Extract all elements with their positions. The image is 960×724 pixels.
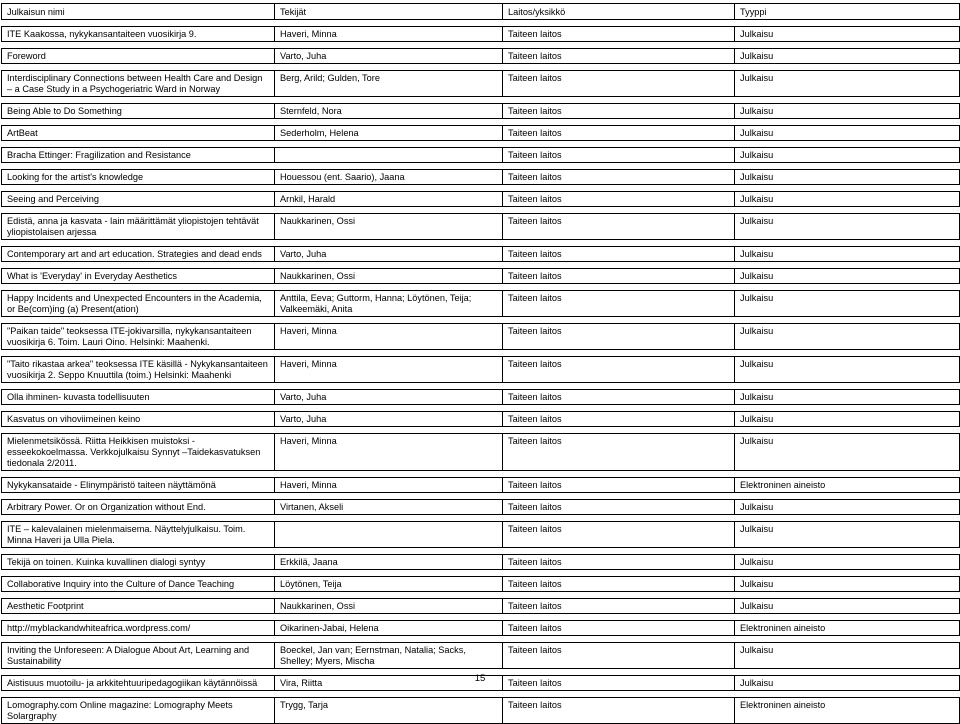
table-row — [2, 577, 960, 592]
cell-title: Inviting the Unforeseen: A Dialogue About Art, Learning and Sustainability — [2, 643, 275, 669]
cell-department: Taiteen laitos — [503, 555, 735, 570]
cell-department: Taiteen laitos — [503, 214, 735, 240]
cell-author: Boeckel, Jan van; Eernstman, Natalia; Sacks, Shelley; Myers, Mischa — [275, 643, 503, 669]
cell-author: Haveri, Minna — [275, 27, 503, 42]
row-spacer-cell — [2, 163, 960, 170]
cell-type: Elektroninen aineisto — [735, 621, 960, 636]
cell-title: Tekijä on toinen. Kuinka kuvallinen dialogi syntyy — [2, 555, 275, 570]
cell-department: Taiteen laitos — [503, 621, 735, 636]
row-spacer-cell — [2, 636, 960, 643]
table-body — [2, 20, 960, 724]
row-spacer-cell — [2, 515, 960, 522]
cell-type: Julkaisu — [735, 357, 960, 383]
cell-type: Julkaisu — [735, 170, 960, 185]
cell-title: Seeing and Perceiving — [2, 192, 275, 207]
row-spacer — [2, 548, 960, 555]
row-spacer — [2, 592, 960, 599]
cell-title: Being Able to Do Something — [2, 104, 275, 119]
row-spacer — [2, 427, 960, 434]
cell-author: Naukkarinen, Ossi — [275, 269, 503, 284]
table-row — [2, 324, 960, 350]
row-spacer — [2, 119, 960, 126]
table-row — [2, 71, 960, 97]
cell-type: Julkaisu — [735, 291, 960, 317]
row-spacer — [2, 383, 960, 390]
cell-type: Julkaisu — [735, 500, 960, 515]
cell-author — [275, 522, 503, 548]
row-spacer-cell — [2, 350, 960, 357]
cell-department: Taiteen laitos — [503, 148, 735, 163]
cell-type: Julkaisu — [735, 577, 960, 592]
cell-title: Nykykansataide - Elinympäristö taiteen näyttämönä — [2, 478, 275, 493]
table-row — [2, 49, 960, 64]
cell-department: Taiteen laitos — [503, 357, 735, 383]
row-spacer — [2, 42, 960, 49]
cell-author: Varto, Juha — [275, 412, 503, 427]
cell-author: Erkkilä, Jaana — [275, 555, 503, 570]
cell-type: Julkaisu — [735, 247, 960, 262]
cell-type: Julkaisu — [735, 412, 960, 427]
cell-title: Foreword — [2, 49, 275, 64]
row-spacer — [2, 515, 960, 522]
cell-department: Taiteen laitos — [503, 390, 735, 405]
row-spacer — [2, 141, 960, 148]
cell-department: Taiteen laitos — [503, 643, 735, 669]
cell-department: Taiteen laitos — [503, 247, 735, 262]
row-spacer — [2, 405, 960, 412]
cell-author: Löytönen, Teija — [275, 577, 503, 592]
cell-type: Julkaisu — [735, 390, 960, 405]
cell-title: Lomography.com Online magazine: Lomography Meets Solargraphy — [2, 698, 275, 724]
row-spacer — [2, 240, 960, 247]
cell-type: Julkaisu — [735, 126, 960, 141]
cell-author: Houessou (ent. Saario), Jaana — [275, 170, 503, 185]
table-row — [2, 269, 960, 284]
cell-author: Varto, Juha — [275, 49, 503, 64]
row-spacer — [2, 20, 960, 27]
cell-type: Julkaisu — [735, 71, 960, 97]
table-row — [2, 247, 960, 262]
row-spacer — [2, 163, 960, 170]
row-spacer-cell — [2, 42, 960, 49]
row-spacer — [2, 350, 960, 357]
row-spacer-cell — [2, 614, 960, 621]
row-spacer — [2, 570, 960, 577]
table-row — [2, 291, 960, 317]
table-row — [2, 192, 960, 207]
cell-author — [275, 148, 503, 163]
cell-author: Haveri, Minna — [275, 478, 503, 493]
table-row — [2, 434, 960, 471]
cell-department: Taiteen laitos — [503, 27, 735, 42]
row-spacer — [2, 691, 960, 698]
table-header-row — [2, 4, 960, 20]
cell-author: Naukkarinen, Ossi — [275, 599, 503, 614]
cell-title: http://myblackandwhiteafrica.wordpress.com/ — [2, 621, 275, 636]
cell-department: Taiteen laitos — [503, 104, 735, 119]
cell-title: Interdisciplinary Connections between Health Care and Design – a Case Study in a Psychogeriatric Ward in Norway — [2, 71, 275, 97]
row-spacer-cell — [2, 262, 960, 269]
row-spacer-cell — [2, 119, 960, 126]
row-spacer — [2, 185, 960, 192]
cell-title: Edistä, anna ja kasvata - lain määrittämät yliopistojen tehtävät yliopistolaisen arjessa — [2, 214, 275, 240]
cell-department: Taiteen laitos — [503, 170, 735, 185]
row-spacer-cell — [2, 383, 960, 390]
header-author: Tekijät — [275, 4, 503, 20]
cell-type: Julkaisu — [735, 434, 960, 471]
row-spacer-cell — [2, 185, 960, 192]
cell-department: Taiteen laitos — [503, 71, 735, 97]
row-spacer-cell — [2, 427, 960, 434]
row-spacer — [2, 64, 960, 71]
cell-author: Oikarinen-Jabai, Helena — [275, 621, 503, 636]
cell-title: Bracha Ettinger: Fragilization and Resistance — [2, 148, 275, 163]
cell-type: Julkaisu — [735, 104, 960, 119]
cell-department: Taiteen laitos — [503, 577, 735, 592]
row-spacer — [2, 207, 960, 214]
cell-author: Varto, Juha — [275, 247, 503, 262]
cell-title: What is 'Everyday' in Everyday Aesthetics — [2, 269, 275, 284]
row-spacer-cell — [2, 207, 960, 214]
cell-type: Julkaisu — [735, 148, 960, 163]
cell-title: Arbitrary Power. Or on Organization without End. — [2, 500, 275, 515]
cell-department: Taiteen laitos — [503, 478, 735, 493]
cell-title: "Paikan taide" teoksessa ITE-jokivarsilla, nykykansantaiteen vuosikirja 6. Toim. Lauri Oino. Helsinki: Maahenki. — [2, 324, 275, 350]
cell-type: Julkaisu — [735, 643, 960, 669]
cell-department: Taiteen laitos — [503, 522, 735, 548]
cell-department: Taiteen laitos — [503, 324, 735, 350]
row-spacer-cell — [2, 691, 960, 698]
cell-department: Taiteen laitos — [503, 126, 735, 141]
cell-type: Julkaisu — [735, 27, 960, 42]
table-row — [2, 500, 960, 515]
cell-author: Sederholm, Helena — [275, 126, 503, 141]
row-spacer — [2, 614, 960, 621]
header-type: Tyyppi — [735, 4, 960, 20]
cell-department: Taiteen laitos — [503, 676, 735, 691]
row-spacer-cell — [2, 548, 960, 555]
cell-department: Taiteen laitos — [503, 49, 735, 64]
publications-table — [1, 3, 960, 724]
cell-type: Julkaisu — [735, 599, 960, 614]
page-number: 15 — [474, 673, 486, 684]
table-row — [2, 478, 960, 493]
cell-department: Taiteen laitos — [503, 269, 735, 284]
row-spacer-cell — [2, 317, 960, 324]
table-row — [2, 599, 960, 614]
row-spacer-cell — [2, 240, 960, 247]
cell-author: Trygg, Tarja — [275, 698, 503, 724]
row-spacer-cell — [2, 592, 960, 599]
cell-title: Kasvatus on vihoviimeinen keino — [2, 412, 275, 427]
cell-author: Varto, Juha — [275, 390, 503, 405]
table-row — [2, 412, 960, 427]
cell-author: Virtanen, Akseli — [275, 500, 503, 515]
cell-type: Julkaisu — [735, 49, 960, 64]
cell-department: Taiteen laitos — [503, 698, 735, 724]
cell-department: Taiteen laitos — [503, 412, 735, 427]
cell-title: "Taito rikastaa arkea" teoksessa ITE käsillä - Nykykansantaiteen vuosikirja 2. Seppo Knuuttila (toim.) Helsinki: Maahenki — [2, 357, 275, 383]
cell-title: Olla ihminen- kuvasta todellisuuten — [2, 390, 275, 405]
table-row — [2, 104, 960, 119]
table-row — [2, 621, 960, 636]
row-spacer — [2, 493, 960, 500]
row-spacer — [2, 317, 960, 324]
cell-type: Elektroninen aineisto — [735, 698, 960, 724]
table-row — [2, 170, 960, 185]
cell-type: Julkaisu — [735, 269, 960, 284]
row-spacer-cell — [2, 64, 960, 71]
table-row — [2, 148, 960, 163]
row-spacer — [2, 97, 960, 104]
header-department: Laitos/yksikkö — [503, 4, 735, 20]
cell-author: Vira, Riitta — [275, 676, 503, 691]
cell-author: Berg, Arild; Gulden, Tore — [275, 71, 503, 97]
cell-title: Contemporary art and art education. Strategies and dead ends — [2, 247, 275, 262]
row-spacer-cell — [2, 20, 960, 27]
cell-author: Naukkarinen, Ossi — [275, 214, 503, 240]
header-title: Julkaisun nimi — [2, 4, 275, 20]
row-spacer — [2, 262, 960, 269]
cell-type: Elektroninen aineisto — [735, 478, 960, 493]
cell-title: Mielenmetsikössä. Riitta Heikkisen muistoksi - esseekokoelmassa. Verkkojulkaisu Synnyt –Taidekasvatuksen tiedonala 2/2011. — [2, 434, 275, 471]
cell-author: Haveri, Minna — [275, 434, 503, 471]
cell-type: Julkaisu — [735, 324, 960, 350]
cell-department: Taiteen laitos — [503, 500, 735, 515]
cell-title: Happy Incidents and Unexpected Encounters in the Academia, or Be(com)ing (a) Present(ation) — [2, 291, 275, 317]
table-row — [2, 214, 960, 240]
row-spacer-cell — [2, 570, 960, 577]
row-spacer — [2, 471, 960, 478]
cell-author: Haveri, Minna — [275, 324, 503, 350]
cell-author: Sternfeld, Nora — [275, 104, 503, 119]
cell-type: Julkaisu — [735, 522, 960, 548]
cell-author: Arnkil, Harald — [275, 192, 503, 207]
cell-department: Taiteen laitos — [503, 434, 735, 471]
table-row — [2, 643, 960, 669]
cell-title: Aesthetic Footprint — [2, 599, 275, 614]
table-row — [2, 522, 960, 548]
cell-department: Taiteen laitos — [503, 599, 735, 614]
table-row — [2, 555, 960, 570]
table-row — [2, 27, 960, 42]
row-spacer-cell — [2, 141, 960, 148]
row-spacer-cell — [2, 493, 960, 500]
cell-title: Aistisuus muotoilu- ja arkkitehtuuripedagogiikan käytännöissä — [2, 676, 275, 691]
cell-type: Julkaisu — [735, 192, 960, 207]
cell-department: Taiteen laitos — [503, 291, 735, 317]
cell-author: Anttila, Eeva; Guttorm, Hanna; Löytönen, Teija; Valkeemäki, Anita — [275, 291, 503, 317]
row-spacer — [2, 636, 960, 643]
cell-type: Julkaisu — [735, 555, 960, 570]
cell-title: ITE – kalevalainen mielenmaisema. Näyttelyjulkaisu. Toim. Minna Haveri ja Ulla Piela. — [2, 522, 275, 548]
table-row — [2, 357, 960, 383]
table-row — [2, 126, 960, 141]
cell-title: ArtBeat — [2, 126, 275, 141]
table-row — [2, 390, 960, 405]
row-spacer-cell — [2, 97, 960, 104]
row-spacer — [2, 284, 960, 291]
cell-type: Julkaisu — [735, 214, 960, 240]
cell-title: Collaborative Inquiry into the Culture of Dance Teaching — [2, 577, 275, 592]
cell-title: ITE Kaakossa, nykykansantaiteen vuosikirja 9. — [2, 27, 275, 42]
row-spacer-cell — [2, 471, 960, 478]
cell-type: Julkaisu — [735, 676, 960, 691]
cell-department: Taiteen laitos — [503, 192, 735, 207]
cell-author: Haveri, Minna — [275, 357, 503, 383]
cell-title: Looking for the artist's knowledge — [2, 170, 275, 185]
row-spacer-cell — [2, 405, 960, 412]
row-spacer-cell — [2, 284, 960, 291]
table-row — [2, 698, 960, 724]
